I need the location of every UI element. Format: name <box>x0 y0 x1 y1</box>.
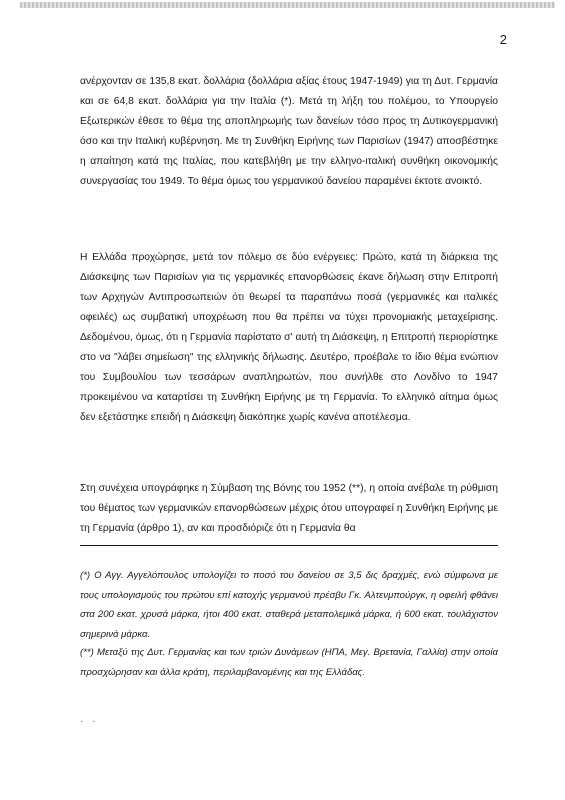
footnote-angelopoulos: (*) Ο Αγγ. Αγγελόπουλος υπολογίζει το ποσό του δανείου σε 3,5 δις δραχμές, ενώ σύμφωνα με τους υπολογισμούς του πρώτου επί κατοχής γερμανού πρέσβυ Γκ. Αλτενμπούργκ, η οφειλή φθάνει στα 200 εκατ. χρυσά μάρκα, ήτοι 400 εκατ. σταθερά μεταπολεμικά μάρκα, ή 600 εκατ. τουλάχιστον σημερινά μάρκα. <box>80 570 498 640</box>
scan-edge-artifact <box>20 2 555 8</box>
footnote-bonn-parties: (**) Μεταξύ της Δυτ. Γερμανίας και των τριών Δυνάμεων (ΗΠΑ, Μεγ. Βρετανία, Γαλλία) στην οποία προσχώρησαν και άλλα κράτη, περιλαμβανομένης και της Ελλάδας. <box>80 647 498 678</box>
footnote-divider <box>80 545 498 546</box>
page-number: 2 <box>499 32 507 47</box>
paragraph-greek-actions: Η Ελλάδα προχώρησε, μετά τον πόλεμο σε δύο ενέργειες: Πρώτο, κατά τη διάρκεια της Διάσκεψης των Παρισίων για τις γερμανικές επανορθώσεις έκανε δήλωση στην Επιτροπή των Αρχηγών Αντιπροσωπειών ότι θεωρεί τα παραπάνω ποσά (γερμανικές και ιταλικές οφειλές) ως συμβατική υποχρέωση που θα πρέπει να τύχει προνομιακής μεταχείρισης. Δεδομένου, όμως, ότι η Γερμανία παρίστατο σ' αυτή τη Διάσκεψη, η Επιτροπή περιορίστηκε στο να "λάβει σημείωση" της ελληνικής δήλωσης. Δευτέρο, προέβαλε το ίδιο θέμα ενώπιον του Συμβουλίου των τεσσάρων αναπληρωτών, που συνήλθε στο Λονδίνο το 1947 προκειμένου να καταρτίσει τη Συνθήκη Ειρήνης με τη Γερμανία. Το ελληνικό αίτημα όμως δεν εξετάστηκε επειδή η Διάσκεψη διακόπηκε χωρίς κανένα αποτέλεσμα. <box>80 252 498 423</box>
paragraph-bonn-convention: Στη συνέχεια υπογράφηκε η Σύμβαση της Βόνης του 1952 (**), η οποία ανέβαλε τη ρύθμιση του θέματος των γερμανικών επανορθώσεων μέχρις ότου υπογραφεί η Συνθήκη Ειρήνης με τη Γερμανία (άρθρο 1), αν και προσδιόριζε ότι η Γερμανία θα <box>80 483 498 534</box>
scan-specks: · · <box>80 716 99 727</box>
paragraph-loan-amounts: ανέρχονταν σε 135,8 εκατ. δολλάρια (δολλάρια αξίας έτους 1947-1949) για τη Δυτ. Γερμανία και σε 64,8 εκατ. δολλάρια για την Ιταλία (*). Μετά τη λήξη του πολέμου, το Υπουργείο Εξωτερικών έθεσε το θέμα της αποπληρωμής των δανείων τόσο προς τη Δυτικογερμανική όσο και την Ιταλική κυβέρνηση. Με τη Συνθήκη Ειρήνης των Παρισίων (1947) αποσβέστηκε η απαίτηση κατά της Ιταλίας, που κατεβλήθη με την ελληνο-ιταλική συνθήκη οικονομικής συνεργασίας του 1949. Το θέμα όμως του γερμανικού δανείου παραμένει έκτοτε ανοικτό. <box>80 76 498 187</box>
